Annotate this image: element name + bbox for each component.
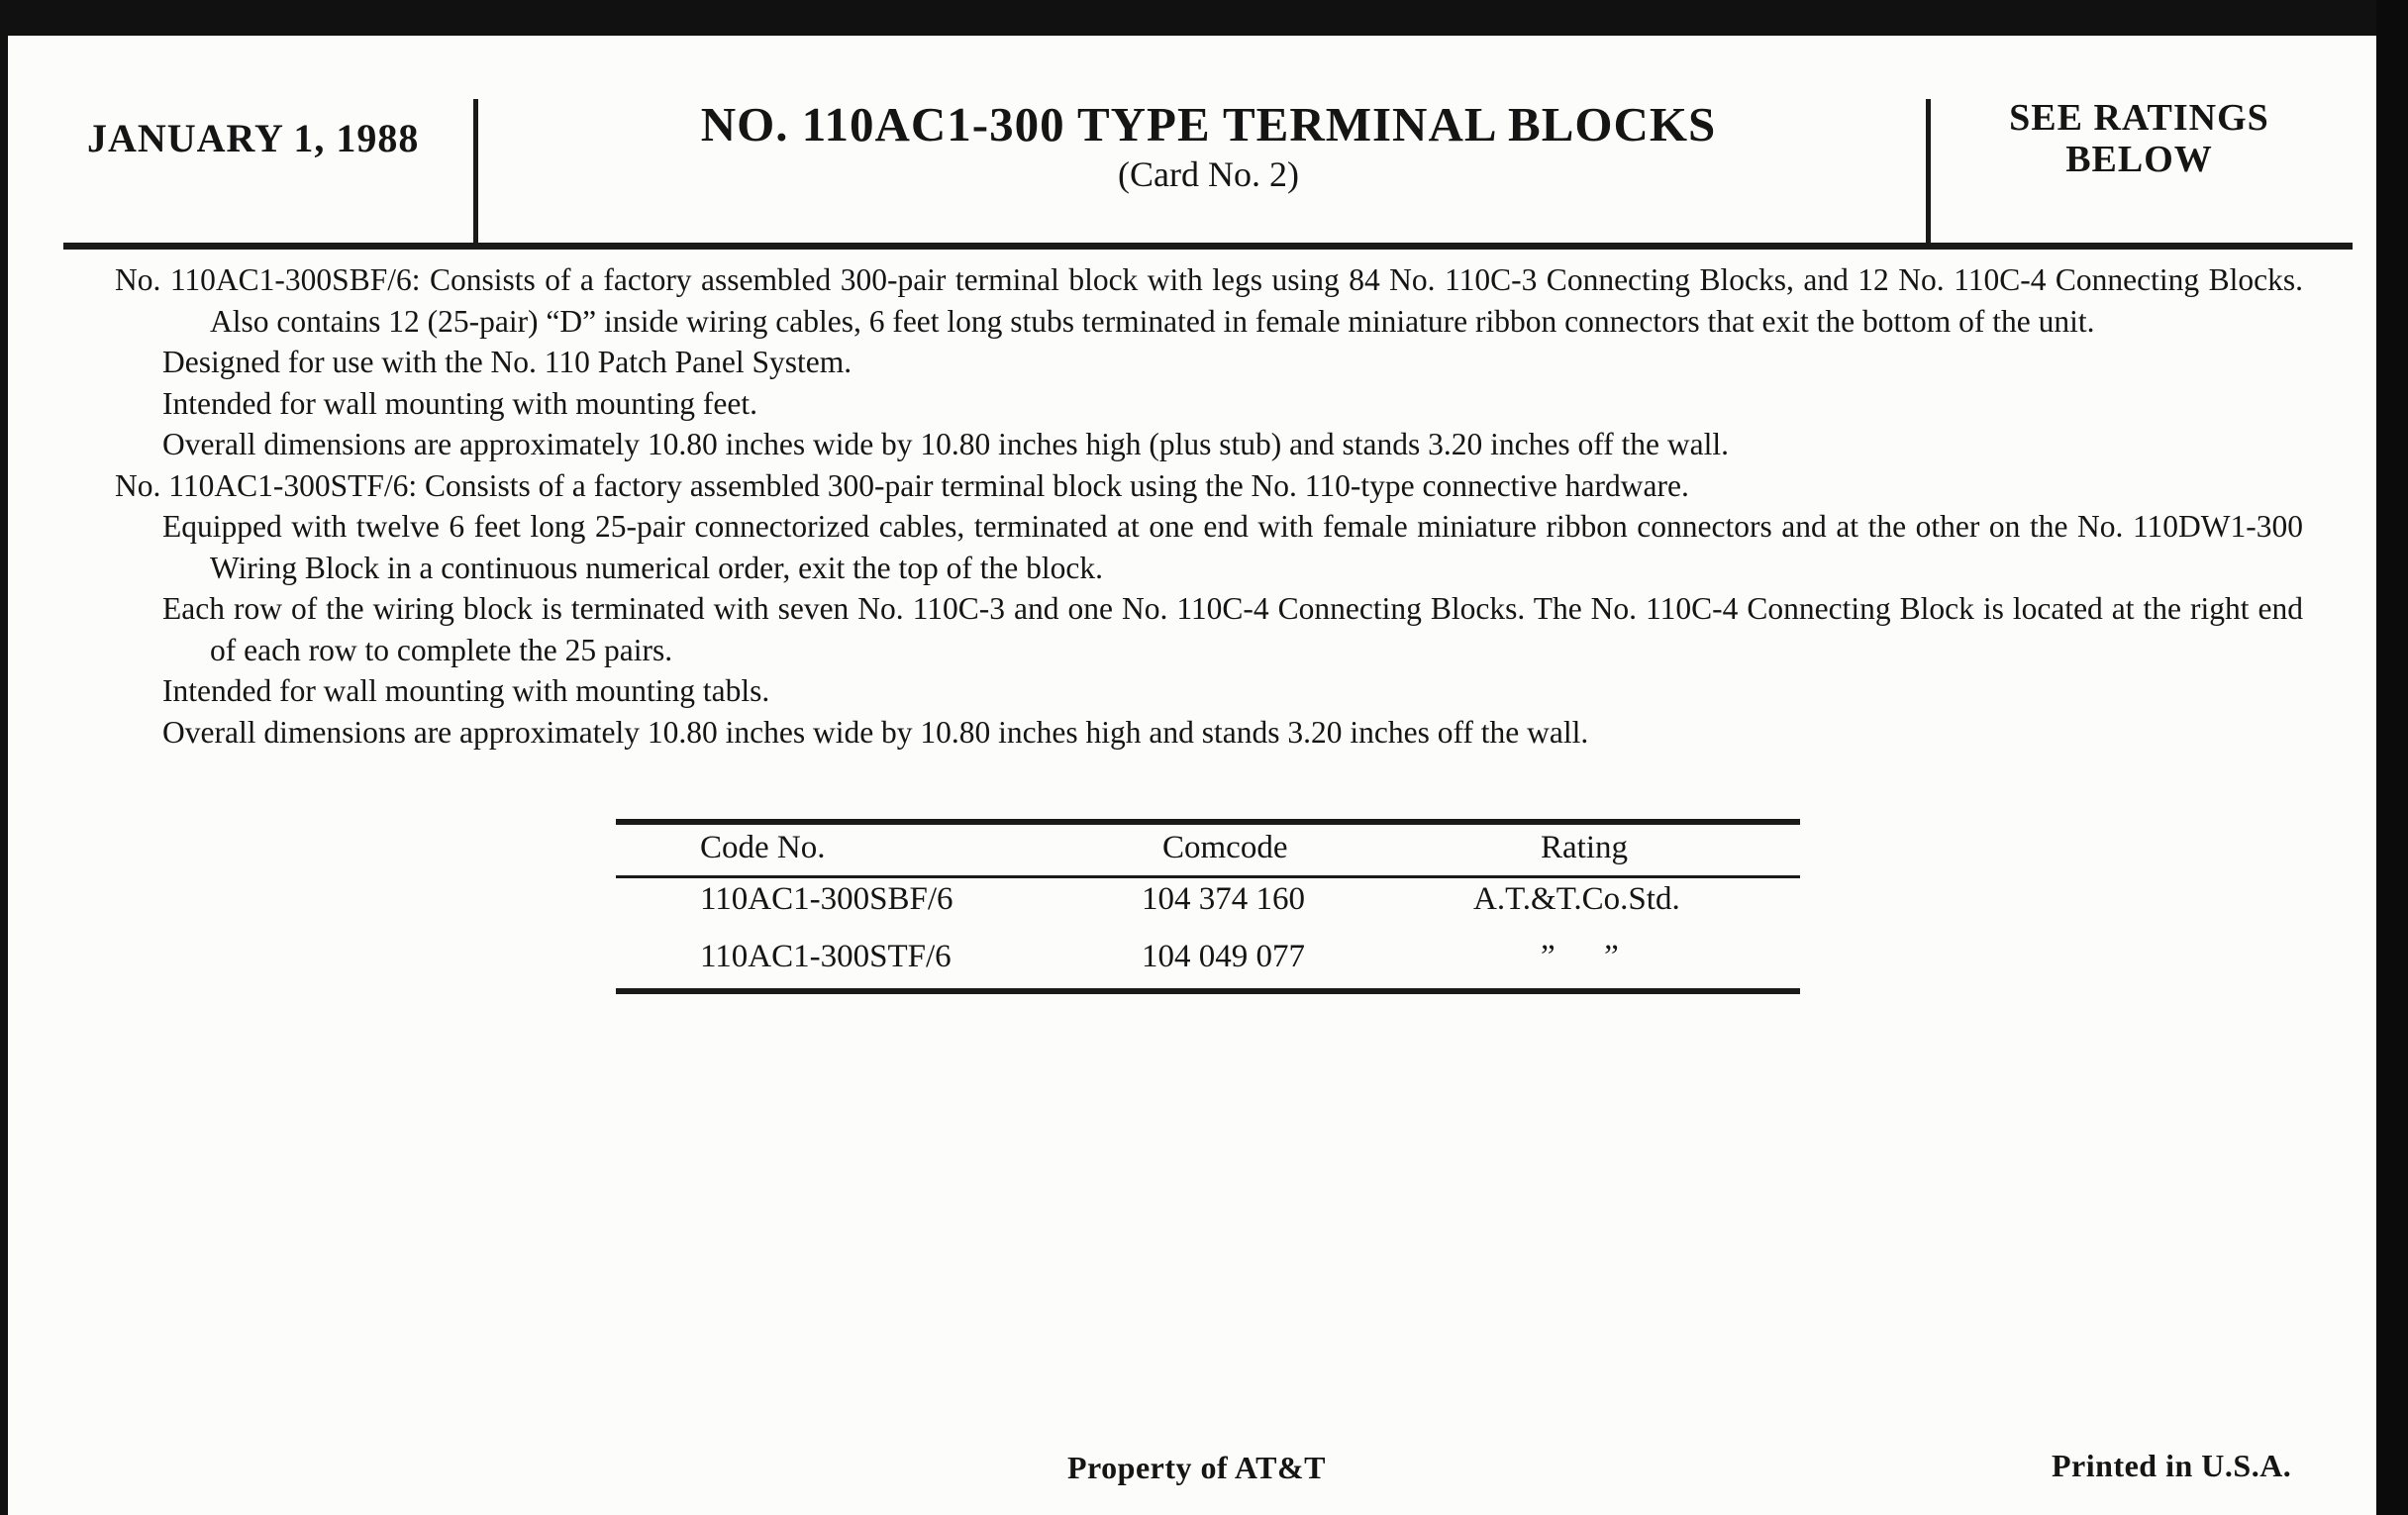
table-header-comcode: Comcode bbox=[1162, 830, 1288, 865]
header-divider-left bbox=[473, 99, 478, 250]
footer-property: Property of AT&T bbox=[1067, 1450, 1326, 1485]
header-date: JANUARY 1, 1988 bbox=[87, 116, 420, 160]
ratings-line-2: BELOW bbox=[2065, 139, 2213, 180]
table-bottom-rule bbox=[616, 988, 1800, 994]
paragraph-stf-equipped: Equipped with twelve 6 feet long 25-pair connectorized cables, terminated at one end with female miniature ribbon connectors and at the other on the No. 110DW1-300 Wiring Block in a continuous numerical order, exit the top of the block. bbox=[162, 509, 2303, 585]
table-cell-comcode: 104 049 077 bbox=[1142, 939, 1305, 974]
paragraph-stf-rows: Each row of the wiring block is terminated with seven No. 110C-3 and one No. 110C-4 Connecting Blocks. The No. 110C-4 Connecting Block is located at the right end of each row to complete the 25 pairs. bbox=[162, 591, 2303, 667]
scan-edge bbox=[2376, 0, 2408, 1515]
page-subtitle: (Card No. 2) bbox=[1118, 154, 1299, 194]
table-header-rating: Rating bbox=[1541, 830, 1628, 865]
table-cell-rating: A.T.&T.Co.Std. bbox=[1473, 881, 1680, 917]
paragraph-stf-mounting: Intended for wall mounting with mounting tabls. bbox=[162, 673, 770, 708]
header-rule bbox=[63, 243, 2353, 250]
table-cell-rating: ” ” bbox=[1541, 939, 1619, 974]
paragraph-sbf-dimensions: Overall dimensions are approximately 10.80 inches wide by 10.80 inches high (plus stub) and stands 3.20 inches off the wall. bbox=[162, 427, 1729, 461]
document-card bbox=[8, 36, 2376, 1515]
page-title: NO. 110AC1-300 TYPE TERMINAL BLOCKS bbox=[700, 97, 1717, 152]
table-cell-code: 110AC1-300STF/6 bbox=[700, 939, 952, 974]
table-cell-comcode: 104 374 160 bbox=[1142, 881, 1305, 917]
footer-printed: Printed in U.S.A. bbox=[2052, 1448, 2292, 1483]
body-text bbox=[115, 259, 2303, 753]
table-header-code: Code No. bbox=[700, 830, 826, 865]
paragraph-sbf-designed: Designed for use with the No. 110 Patch Panel System. bbox=[162, 345, 853, 379]
header-title-block bbox=[483, 95, 1934, 194]
paragraph-sbf-intro: No. 110AC1-300SBF/6: Consists of a factory assembled 300-pair terminal block with legs using 84 No. 110C-3 Connecting Blocks, and 12 No. 110C-4 Connecting Blocks. Also contains 12 (25-pair) “D” inside wiring cables, 6 feet long stubs terminated in female miniature ribbon connectors that exit the bottom of the unit. bbox=[115, 262, 2303, 339]
paragraph-stf-intro: No. 110AC1-300STF/6: Consists of a factory assembled 300-pair terminal block using the No. 110-type connective hardware. bbox=[115, 467, 1689, 503]
table-top-rule bbox=[616, 819, 1800, 825]
paragraph-sbf-mounting: Intended for wall mounting with mounting feet. bbox=[162, 385, 758, 421]
paragraph-stf-dimensions: Overall dimensions are approximately 10.80 inches wide by 10.80 inches high and stands 3.20 inches off the wall. bbox=[162, 714, 1589, 750]
header-ratings-note bbox=[1939, 97, 2340, 180]
table-cell-code: 110AC1-300SBF/6 bbox=[700, 881, 953, 917]
table-header-rule bbox=[616, 875, 1800, 878]
header-divider-right bbox=[1926, 99, 1931, 250]
ratings-line-1: SEE RATINGS bbox=[2009, 97, 2269, 139]
